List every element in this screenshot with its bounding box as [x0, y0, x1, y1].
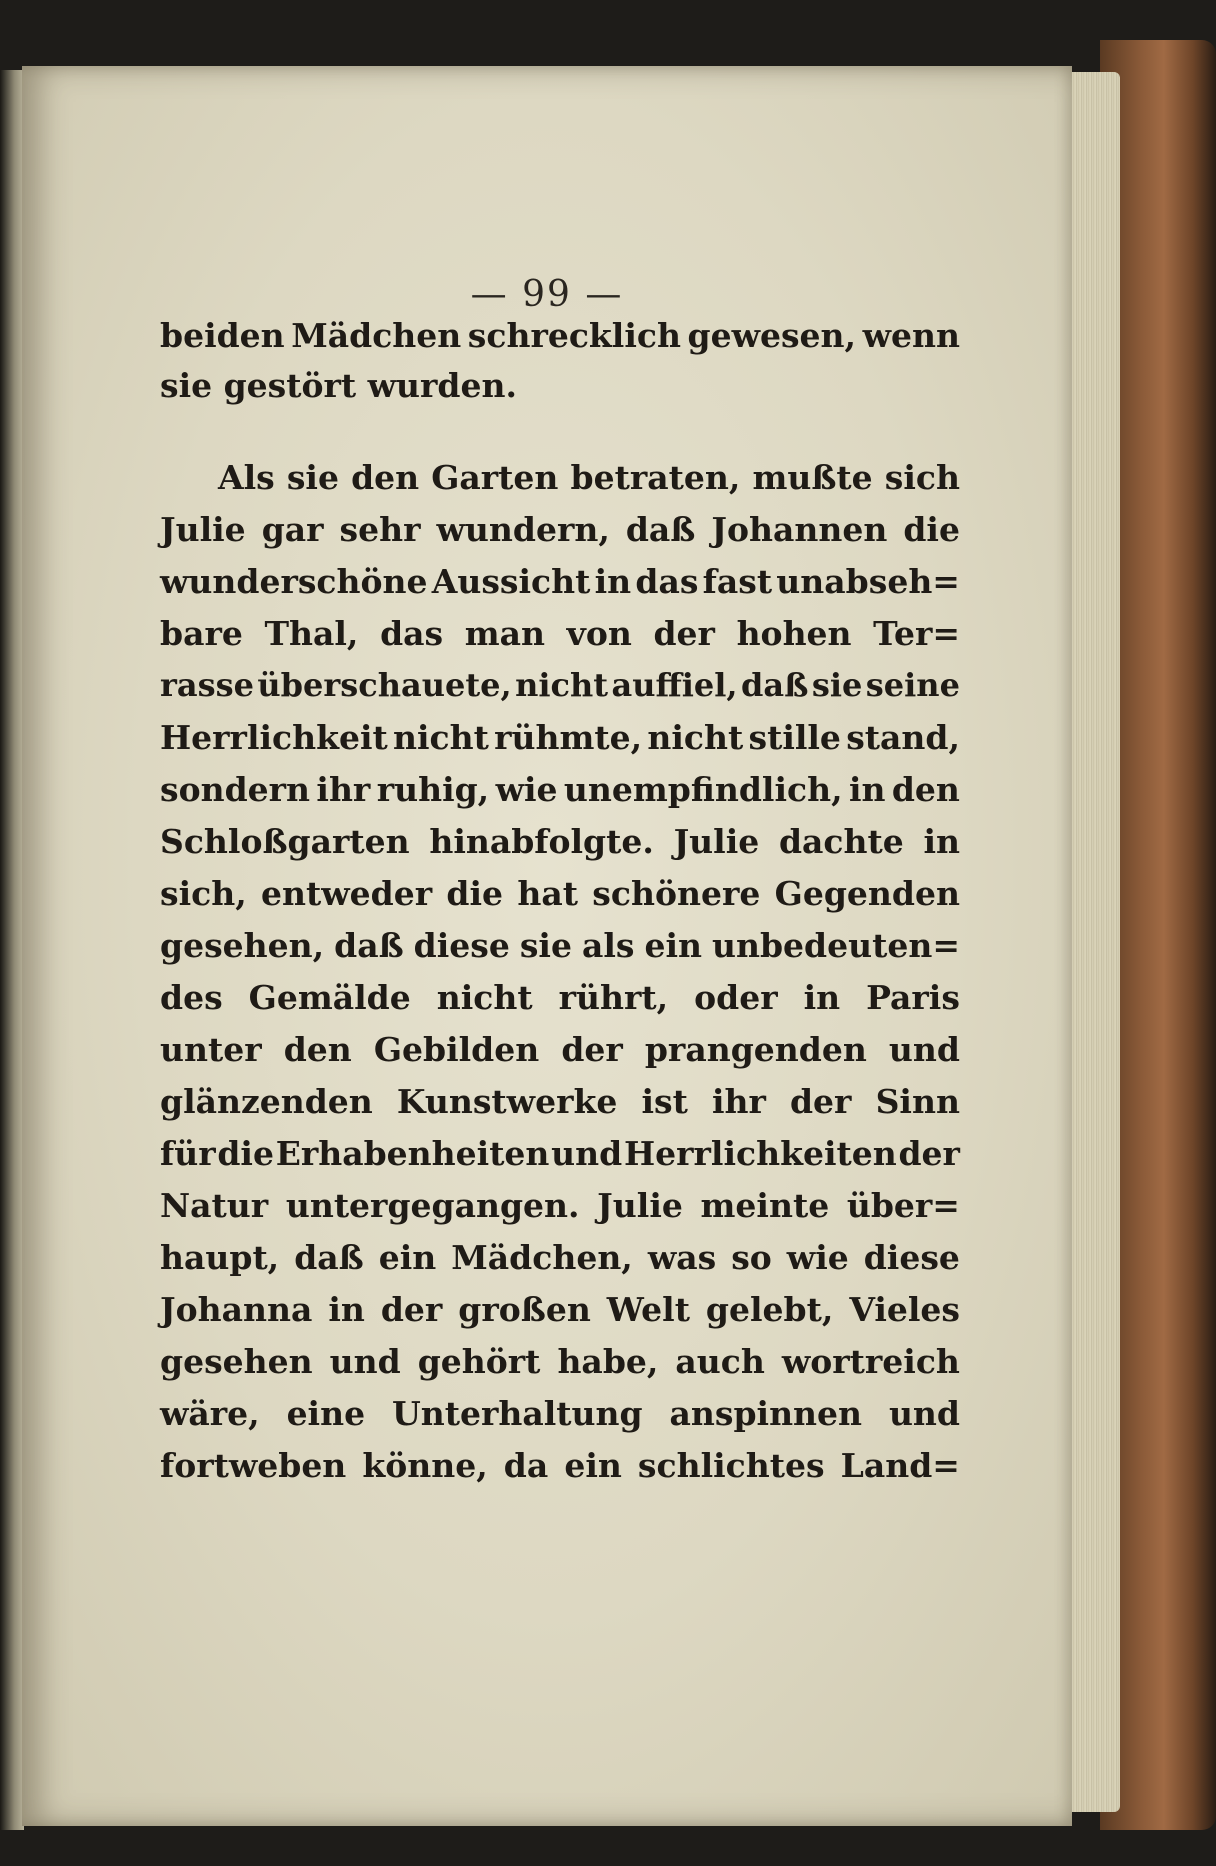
text-line: gesehen und gehört habe, auch wortreich — [160, 1342, 960, 1381]
text-line: wäre, eine Unterhaltung anspinnen und — [160, 1394, 960, 1433]
text-line: für die Erhabenheiten und Herrlichkeiten der — [160, 1134, 960, 1173]
book-page — [22, 66, 1072, 1826]
text-line: sondern ihr ruhig, wie unempfindlich, in den — [160, 770, 960, 809]
text-line: Schloßgarten hinabfolgte. Julie dachte in — [160, 822, 960, 861]
text-line: Herrlichkeit nicht rühmte, nicht stille stand, — [160, 718, 960, 757]
text-line: sich, entweder die hat schönere Gegenden — [160, 874, 960, 913]
previous-page-edge — [0, 70, 24, 1830]
text-line: beiden Mädchen schrecklich gewesen, wenn — [160, 316, 960, 355]
text-line: bare Thal, das man von der hohen Ter= — [160, 614, 960, 653]
text-line: sie gestört wurden. — [160, 366, 517, 405]
text-line: des Gemälde nicht rührt, oder in Paris — [160, 978, 960, 1017]
text-line: haupt, daß ein Mädchen, was so wie diese — [160, 1238, 960, 1277]
text-line: gesehen, daß diese sie als ein unbedeuten= — [160, 926, 960, 965]
text-line: unter den Gebilden der prangenden und — [160, 1030, 960, 1069]
text-line: rasse überschauete, nicht auffiel, daß sie seine — [160, 666, 960, 704]
text-line: Als sie den Garten betraten, mußte sich — [218, 458, 960, 497]
text-line: Johanna in der großen Welt gelebt, Vieles — [160, 1290, 960, 1329]
text-line: wunderschöne Aussicht in das fast unabseh= — [160, 562, 960, 601]
text-line: Julie gar sehr wundern, daß Johannen die — [160, 510, 960, 549]
text-line: glänzenden Kunstwerke ist ihr der Sinn — [160, 1082, 960, 1121]
page-number-header: — 99 — — [470, 274, 624, 315]
text-line: fortweben könne, da ein schlichtes Land= — [160, 1446, 960, 1485]
text-line: Natur untergegangen. Julie meinte über= — [160, 1186, 960, 1225]
